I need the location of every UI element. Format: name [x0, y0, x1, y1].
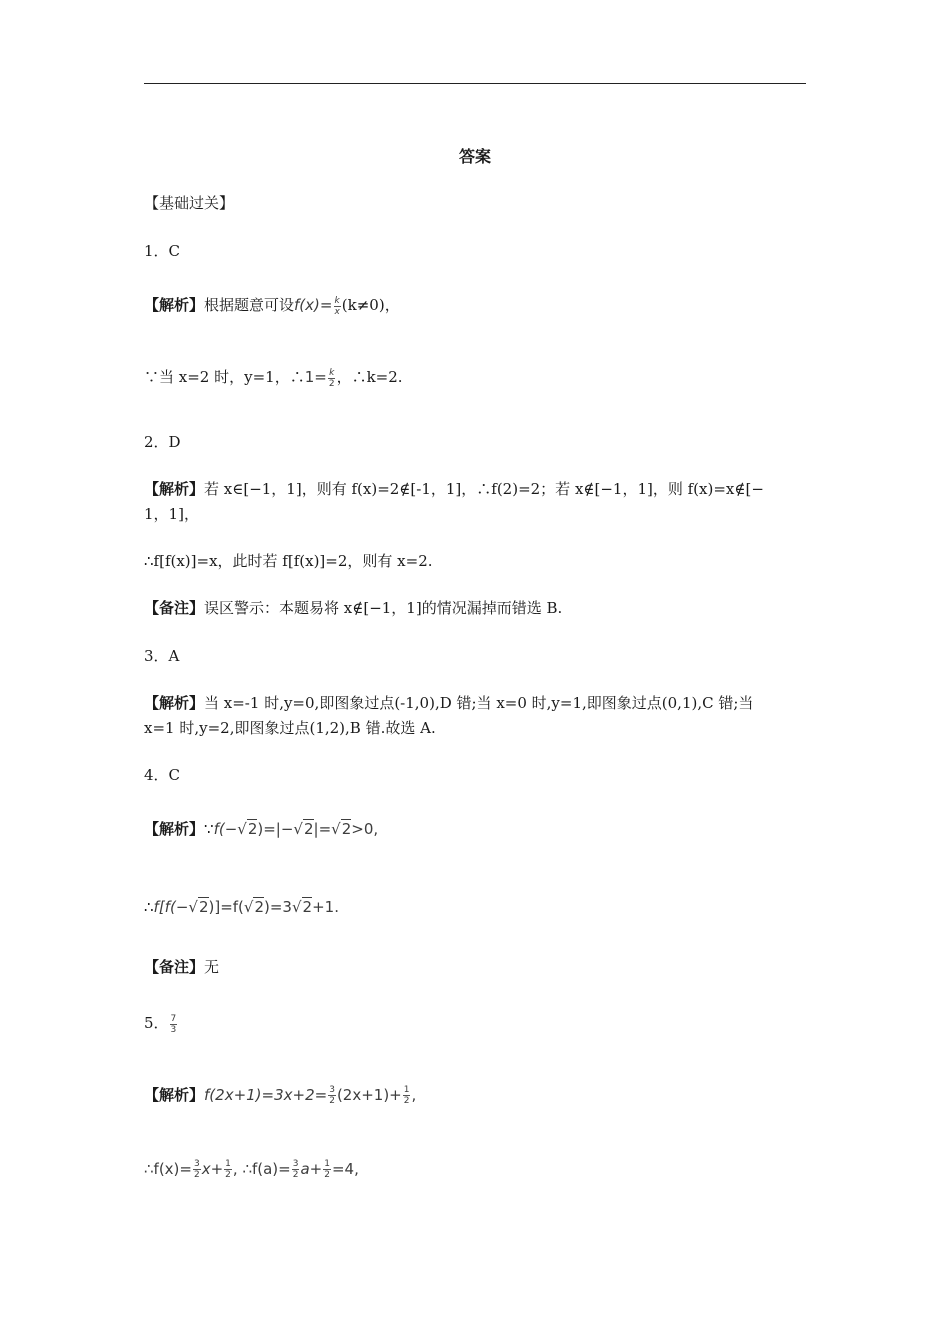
- q4-note-text: 无: [204, 958, 220, 976]
- q5-l2-a: ∴f(x)=: [144, 1160, 192, 1178]
- q5-l2-b: x+: [201, 1160, 224, 1178]
- q5-answer-label: 5．: [144, 1014, 169, 1032]
- q4-f1-a: f(−: [213, 820, 238, 838]
- q5-formula2: [144, 1160, 359, 1178]
- q5-ans-num: 7: [170, 1013, 177, 1024]
- q5-l2-f2n: 1: [225, 1159, 231, 1169]
- q5-l1-f1d: 2: [329, 1096, 335, 1106]
- q5-l2-f1n: 3: [193, 1159, 200, 1169]
- q4-f1-c: )=|−: [257, 820, 294, 838]
- q1-answer: 1．C: [144, 242, 181, 260]
- q1-line2-eq: 1=: [304, 368, 327, 386]
- q5-l1-f2d: 2: [403, 1096, 410, 1106]
- q5-l1-f2n: 1: [403, 1085, 410, 1095]
- q2-answer: 2．D: [144, 433, 181, 451]
- q4-f1-d: 2: [303, 820, 314, 838]
- q1-frac-num: k: [334, 295, 340, 306]
- q4-f1-g: >0,: [351, 820, 379, 838]
- q4-formula2: f[f(−√2)]=f(√2)=3√2+1.: [153, 898, 339, 916]
- q5-l2-f3d: 2: [292, 1170, 299, 1180]
- q2-explanation-line3: ∴f[f(x)]=x，此时若 f[f(x)]=2，则有 x=2.: [144, 552, 433, 570]
- q5-explanation-line1: [144, 1084, 416, 1106]
- q5-l2-f4n: 1: [324, 1159, 330, 1169]
- q5-l1-f1n: 3: [329, 1085, 335, 1095]
- q4-f1-b: 2: [247, 820, 258, 838]
- q1-formula-cond: (k≠0)，: [341, 296, 400, 314]
- q2-note-text: 误区警示：本题易将 x∉[−1，1]的情况漏掉而错选 B.: [204, 599, 563, 617]
- q4-f2-g: +1.: [312, 898, 339, 916]
- q4-formula1: f(−√2)=|−√2|=√2>0,: [213, 820, 379, 838]
- q1-lead: 根据题意可设: [204, 296, 295, 314]
- q1-line2-frac-den: 2: [328, 378, 335, 389]
- q4-answer: 4．C: [144, 766, 181, 784]
- q1-line2-text: ∵当 x=2 时，y=1，∴: [144, 368, 305, 386]
- q4-f2-a: f[f(−: [153, 898, 189, 916]
- q4-because: ∵: [204, 820, 214, 838]
- q3-explanation-line2: x=1 时,y=2,即图象过点(1,2),B 错.故选 A.: [144, 719, 436, 737]
- q5-ans-den: 3: [170, 1024, 177, 1035]
- q3-explanation-line1: [144, 692, 753, 714]
- q5-l2-e: =4,: [331, 1160, 359, 1178]
- q4-f2-d: 2: [254, 898, 265, 916]
- q5-l2-f2d: 2: [225, 1170, 231, 1180]
- q2-explanation-line2: 1，1]，: [144, 505, 199, 523]
- q5-tag: 【解析】: [144, 1086, 205, 1104]
- q5-formula1: [204, 1086, 416, 1104]
- q5-answer: [144, 1012, 178, 1035]
- q4-f1-e: |=: [313, 820, 332, 838]
- q5-explanation-line2: [144, 1158, 359, 1180]
- page-title: 答案: [458, 147, 491, 166]
- q5-l2-c: , ∴f(a)=: [232, 1160, 291, 1178]
- q1-line2-tail: ，∴k=2.: [336, 368, 403, 386]
- q3-tag: 【解析】: [144, 694, 205, 712]
- q5-l2-d: a+: [300, 1160, 323, 1178]
- q4-note: [144, 956, 219, 978]
- q5-l2-f1d: 2: [193, 1170, 200, 1180]
- q4-f2-f: 2: [302, 898, 313, 916]
- q1-explanation-line1: [144, 294, 400, 317]
- q2-explanation-line1: [144, 478, 764, 500]
- q2-tag: 【解析】: [144, 480, 205, 498]
- q4-therefore: ∴: [144, 898, 154, 916]
- q4-tag: 【解析】: [144, 820, 205, 838]
- q4-note-tag: 【备注】: [144, 958, 205, 976]
- q4-explanation-line1: [144, 818, 378, 840]
- q2-line1: 若 x∈[−1，1]，则有 f(x)=2∉[-1，1]，∴f(2)=2；若 x∉[−1，1]，则 f(x)=x∉[−: [204, 480, 764, 498]
- q1-frac-den: x: [334, 306, 340, 317]
- q2-note: [144, 597, 562, 619]
- q4-f1-f: 2: [341, 820, 352, 838]
- q1-line2-frac-num: k: [329, 367, 335, 378]
- q4-explanation-line2: [144, 896, 339, 918]
- section-heading: 【基础过关】: [144, 194, 235, 212]
- q5-l1-c: ,: [411, 1086, 417, 1104]
- q5-l1-b: (2x+1)+: [336, 1086, 402, 1104]
- q1-explanation-line2: [144, 366, 403, 389]
- q3-line1: 当 x=-1 时,y=0,即图象过点(-1,0),D 错;当 x=0 时,y=1,即图象过点(0,1),C 错;当: [204, 694, 754, 712]
- q1-fraction: [333, 296, 340, 317]
- q4-f2-c: )]=f(: [208, 898, 244, 916]
- q2-note-tag: 【备注】: [144, 599, 205, 617]
- q1-formula-lhs: f(x)=: [294, 296, 333, 314]
- q5-l2-f4d: 2: [324, 1170, 330, 1180]
- q4-f2-b: 2: [198, 898, 209, 916]
- q5-l2-f3n: 3: [292, 1159, 299, 1169]
- q3-answer: 3．A: [144, 647, 180, 665]
- q5-answer-fraction: [170, 1014, 178, 1035]
- header-rule: [144, 83, 806, 84]
- q5-l1-a: f(2x+1)=3x+2=: [204, 1086, 328, 1104]
- q1-line2-fraction: [328, 368, 336, 389]
- q1-tag: 【解析】: [144, 296, 205, 314]
- q4-f2-e: )=3: [264, 898, 292, 916]
